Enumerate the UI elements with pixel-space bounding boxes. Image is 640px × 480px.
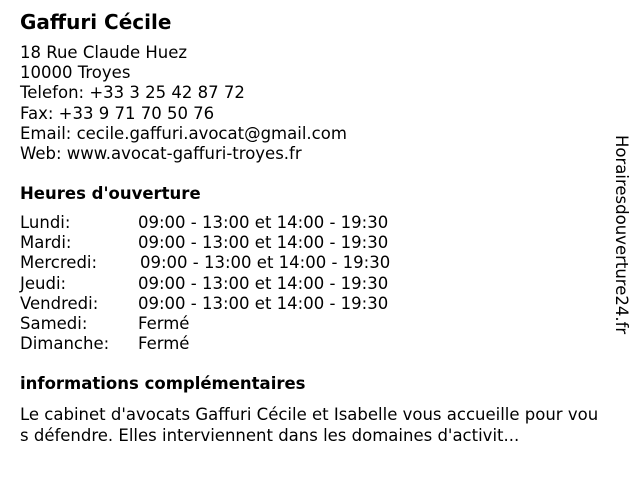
hours-day: Mercredi: (20, 253, 98, 273)
hours-time: 09:00 - 13:00 et 14:00 - 19:30 (138, 213, 389, 232)
hours-day: Lundi: (20, 213, 71, 232)
phone-number: Telefon: +33 3 25 42 87 72 (20, 83, 245, 103)
hours-day: Dimanche: (20, 334, 110, 354)
hours-time: 09:00 - 13:00 et 14:00 - 19:30 (138, 233, 389, 253)
site-watermark: Horairesdouverture24.fr (612, 135, 631, 335)
hours-day: Mardi: (20, 233, 72, 253)
address-city: 10000 Troyes (20, 63, 131, 83)
business-name: Gaffuri Cécile (20, 10, 172, 34)
hours-day: Samedi: (20, 313, 88, 333)
fax-number: Fax: +33 9 71 70 50 76 (20, 103, 215, 123)
additional-info-heading: informations complémentaires (20, 374, 306, 393)
contact-block (20, 43, 347, 164)
hours-day: Jeudi: (20, 273, 67, 293)
hours-time: Fermé (138, 334, 190, 354)
additional-info-text: Le cabinet d'avocats Gaffuri Cécile et Isabelle vous accueille pour vous défendre. Elles interviennent dans les domaines d'activit... (20, 405, 599, 445)
hours-time: 09:00 - 13:00 et 14:00 - 19:30 (138, 293, 389, 313)
hours-time: 09:00 - 13:00 et 14:00 - 19:30 (140, 253, 391, 273)
website: Web: www.avocat-gaffuri-troyes.fr (20, 144, 302, 164)
hours-time: 09:00 - 13:00 et 14:00 - 19:30 (138, 273, 389, 293)
hours-day: Vendredi: (20, 293, 99, 313)
opening-hours-heading: Heures d'ouverture (20, 184, 201, 203)
hours-time: Fermé (138, 313, 190, 333)
email-address: Email: cecile.gaffuri.avocat@gmail.com (20, 123, 347, 143)
address-street: 18 Rue Claude Huez (20, 43, 188, 62)
